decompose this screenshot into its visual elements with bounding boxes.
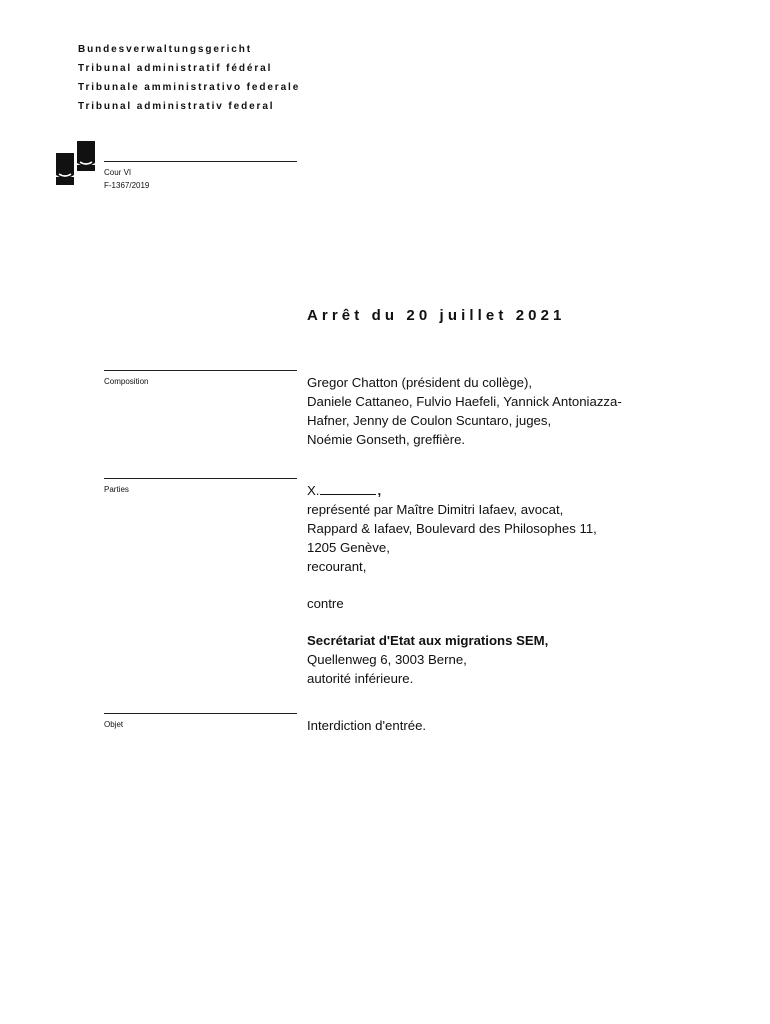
court-names-header <box>78 40 300 116</box>
composition-line: Daniele Cattaneo, Fulvio Haefeli, Yannick Antoniazza- <box>307 394 622 409</box>
subject-text <box>307 716 426 735</box>
appellant-detail-line: Rappard & Iafaev, Boulevard des Philosophes 11, <box>307 521 597 536</box>
versus-text: contre <box>307 596 344 611</box>
appellant-line <box>307 481 597 500</box>
respondent-detail-line: autorité inférieure. <box>307 671 414 686</box>
respondent-name: Secrétariat d'Etat aux migrations SEM, <box>307 633 549 648</box>
court-name-it: Tribunale amministrativo federale <box>78 82 301 93</box>
court-logo <box>56 141 96 185</box>
appellant-suffix: , <box>377 483 382 498</box>
composition-line: Noémie Gonseth, greffière. <box>307 432 466 447</box>
reference-rule <box>104 161 297 162</box>
appellant-detail-line: représenté par Maître Dimitri Iafaev, avocat, <box>307 502 564 517</box>
composition-line: Hafner, Jenny de Coulon Scuntaro, juges, <box>307 413 552 428</box>
composition-line: Gregor Chatton (président du collège), <box>307 375 533 390</box>
court-name-de: Bundesverwaltungsgericht <box>78 44 252 55</box>
composition-label: Composition <box>104 377 149 386</box>
court-division: Cour VI <box>104 168 132 177</box>
composition-text <box>307 373 622 449</box>
appellant-detail-line: 1205 Genève, <box>307 540 390 555</box>
subject-value: Interdiction d'entrée. <box>307 718 427 733</box>
composition-rule <box>104 370 297 371</box>
appellant-name: X. <box>307 483 320 498</box>
appellant-detail-line: recourant, <box>307 559 367 574</box>
case-number: F-1367/2019 <box>104 181 150 190</box>
court-name-rm: Tribunal administrativ federal <box>78 101 275 112</box>
anonymized-name-blank <box>320 481 376 495</box>
subject-label: Objet <box>104 720 124 729</box>
respondent-detail-line: Quellenweg 6, 3003 Berne, <box>307 652 467 667</box>
judgment-title: Arrêt du 20 juillet 2021 <box>307 307 566 324</box>
parties-rule <box>104 478 297 479</box>
parties-text <box>307 481 597 688</box>
parties-label: Parties <box>104 485 129 494</box>
subject-rule <box>104 713 297 714</box>
court-name-fr: Tribunal administratif fédéral <box>78 63 273 74</box>
